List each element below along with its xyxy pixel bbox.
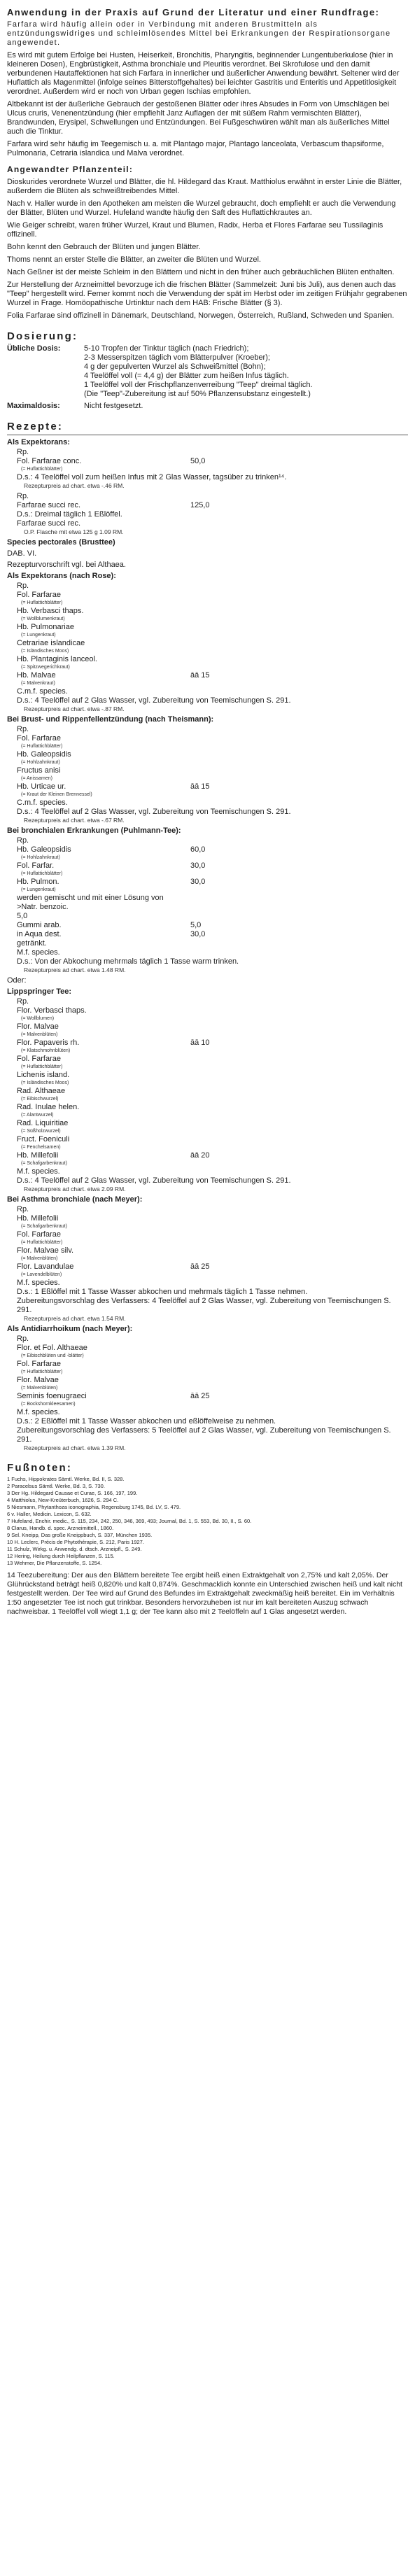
recipe-instruction: D.s.: 4 Teelöffel auf 2 Glas Wasser, vgl. Zubereitung von Teemischungen S. 291. (17, 808, 291, 816)
recipe (7, 582, 408, 713)
ingredient-amount (190, 1022, 408, 1032)
section-heading-anwendung: Anwendung in der Praxis auf Grund der Literatur und einer Rundfrage: (7, 7, 380, 17)
ingredient-synonym: (= Malvenblüten) (21, 1032, 58, 1037)
ingredient-name: Fol. Farfarae (17, 734, 61, 742)
recipe-rp: Rp. (17, 997, 29, 1006)
recipe (7, 725, 408, 824)
paragraph: Dioskurides verordnete Wurzel und Blätter, die hl. Hildegard das Kraut. Matthiolus erwähnt in erster Linie die Blätter, außerdem die Blüten als schweißtreibendes Mittel. (7, 178, 402, 195)
rezept-section-label: Lippspringer Tee: (7, 987, 72, 996)
ingredient-synonym: (= Huflattichblätter) (21, 744, 63, 749)
recipe-instruction: D.s.: Von der Abkochung mehrmals täglich 1 Tasse warm trinken. (17, 957, 239, 966)
ingredient-amount (190, 1055, 408, 1064)
ingredient-synonym: (= Klatschmohnblüten) (21, 1048, 71, 1053)
dosis-line: 4 Teelöffel voll (= 4,4 g) der Blätter zum heißen Infus täglich. (84, 372, 289, 380)
recipe-ingredient (17, 1022, 408, 1032)
ingredient-amount (190, 1071, 408, 1080)
ingredient-name: Fol. Farfarae (17, 1360, 61, 1368)
ingredient-name: Fol. Farfarae (17, 1055, 61, 1063)
recipe-ingredient (17, 1087, 408, 1096)
section-heading-fussnoten: Fußnoten: (7, 1462, 73, 1474)
recipe-rp: Rp. (17, 836, 29, 845)
recipe-rp: Rp. (17, 492, 29, 500)
recipe-ingredient (17, 1376, 408, 1385)
ingredient-amount (190, 1230, 408, 1239)
ingredient-name: Hb. Pulmonariae (17, 623, 74, 631)
ingredient-synonym: (= Schafgarbenkraut) (21, 1224, 67, 1229)
ingredient-synonym: (= Isländisches Moos) (21, 649, 69, 654)
recipe-instruction: getränkt. (17, 939, 47, 948)
ingredient-amount: āā 15 (190, 782, 210, 791)
ingredient-synonym: (= Huflattichblätter) (21, 1370, 63, 1374)
footnote: 8 Clarus, Handb. d. spec. Arzneimittell., 1860. (7, 1525, 114, 1531)
recipe (7, 448, 408, 490)
recipe-ingredient (17, 607, 408, 616)
footnote: 10 H. Leclerc, Précis de Phytothérapie, S. 212, Paris 1927. (7, 1539, 144, 1545)
ingredient-synonym: (= Wollblumenkraut) (21, 617, 65, 621)
ingredient-synonym: (= Hohlzahnkraut) (21, 760, 60, 765)
ingredient-synonym: (= Huflattichblätter) (21, 1064, 63, 1069)
recipe-ingredient (17, 1055, 408, 1064)
paragraph: Zur Herstellung der Arzneimittel bevorzuge ich die frischen Blätter (Sammelzeit: Juni bis Juli), aus denen auch das "Teep" hergestellt wird. Ferner kommt noch die Verwendung der spät im Herbst oder im zeitigen Frühjahr gegrabenen Wurzel in Frage. Homöopathische Urtinktur nach dem HAB: Frische Blätter (§ 3). (7, 281, 407, 307)
paragraph: Folia Farfarae sind offizinell in Dänemark, Deutschland, Norwegen, Österreich, Rußland, Schweden und Spanien. (7, 311, 395, 320)
recipe-ingredient (17, 1392, 408, 1401)
ingredient-name: Flor. Verbasci thaps. (17, 1006, 87, 1015)
footnote-list (7, 1476, 408, 1567)
ingredient-synonym: (= Wollblumen) (21, 1016, 55, 1021)
ingredient-synonym: (= Spitzwegerichkraut) (21, 665, 70, 670)
paragraph: Wie Geiger schreibt, waren früher Wurzel, Kraut und Blumen, Radix, Herba et Flores Farfarae seu Tussilaginis offizinell. (7, 221, 384, 239)
ingredient-name: Hb. Millefolii (17, 1151, 59, 1160)
rezept-note: Oder: (7, 976, 27, 985)
recipe-instruction: >Natr. benzoic. (17, 903, 69, 911)
recipe-ingredient (17, 623, 408, 632)
ingredient-name: Hb. Plantaginis lanceol. (17, 655, 97, 663)
ingredient-synonym: (= Lungenkraut) (21, 633, 56, 638)
ingredient-amount: āā 20 (190, 1151, 210, 1160)
paragraph: Bohn kennt den Gebrauch der Blüten und jungen Blätter. (7, 243, 201, 251)
ingredient-name: Fol. Farfarae conc. (17, 457, 82, 465)
ingredient-synonym: (= Bockshornkleesamen) (21, 1402, 76, 1407)
ingredient-name: Flor. Malvae (17, 1022, 59, 1031)
ingredient-name: Flor. Malvae (17, 1376, 59, 1384)
ingredient-name: Flor. Malvae silv. (17, 1246, 74, 1255)
ingredient-name: Cetrariae islandicae (17, 639, 85, 647)
ingredient-synonym: (= Malvenkraut) (21, 681, 55, 686)
recipe (7, 836, 408, 974)
recipe-ingredient (17, 591, 408, 600)
recipe-ingredient (17, 1151, 408, 1160)
dosis-label: Übliche Dosis: (7, 344, 61, 353)
ingredient-amount: 30,0 (190, 861, 206, 870)
ingredient-name: Lichenis island. (17, 1071, 70, 1079)
ingredient-amount (190, 623, 408, 632)
ingredient-amount (190, 1376, 408, 1385)
ingredient-amount (190, 1119, 408, 1128)
recipe-instruction: M.f. species. (17, 1408, 60, 1416)
recipe-rp: Rp. (17, 1335, 29, 1343)
dosis-line: 4 g der gepulverten Wurzel als Schweißmittel (Bohn); (84, 363, 266, 371)
ingredient-amount: 5,0 (190, 921, 202, 929)
recipe-instruction: D.s.: 4 Teelöffel voll zum heißen Infus mit 2 Glas Wasser, tagsüber zu trinken¹⁴. (17, 473, 287, 481)
recipe-instruction: werden gemischt und mit einer Lösung von (17, 894, 164, 902)
recipe-ingredient (17, 671, 408, 680)
recipe-rp: Rp. (17, 725, 29, 733)
ingredient-name: Rad. Inulae helen. (17, 1103, 80, 1111)
recipe-ingredient (17, 921, 408, 930)
ingredient-amount (190, 766, 408, 775)
ingredient-synonym: (= Eibischwurzel) (21, 1097, 59, 1102)
ingredient-amount (190, 1246, 408, 1255)
recipe-ingredient (17, 750, 408, 759)
rezept-note: DAB. VI. (7, 549, 37, 558)
footnote: 4 Matthiolus, New-Kreüterbuch, 1626, S. 294 C. (7, 1497, 119, 1503)
footnote: 7 Hufeland, Enchir. medic., S. 115, 234, 242, 250, 346, 369, 493; Journal, Bd. 1, S. 553, Bd. 30, II., S. 60. (7, 1518, 252, 1524)
dosis-values (84, 344, 408, 399)
rezept-section-label: Als Expektorans: (7, 438, 70, 446)
recipe-ingredient (17, 734, 408, 743)
recipe-ingredient (17, 1344, 408, 1353)
footnote: 11 Schulz, Wirkg. u. Anwendg. d. dtsch. Arzneipfl., S. 249. (7, 1546, 142, 1552)
ingredient-amount (190, 1344, 408, 1353)
dosis-line: 2-3 Messerspitzen täglich vom Blätterpulver (Kroeber); (84, 353, 270, 362)
ingredient-synonym: (= Anissamen) (21, 776, 52, 781)
rezept-note: Rezepturvorschrift vgl. bei Althaea. (7, 561, 126, 569)
recipe-ingredient (17, 1230, 408, 1239)
ingredient-name: Rad. Liquiritiae (17, 1119, 69, 1127)
recipe-ingredient (17, 501, 408, 510)
ingredient-name: Hb. Millefolii (17, 1214, 59, 1223)
recipe-price: Rezepturpreis ad chart. etwa -.46 RM. (24, 482, 125, 489)
recipe-instruction: Zubereitungsvorschlag des Verfassers: 5 Teelöffel auf 2 Glas Wasser, vgl. Zubereitung von Teemischungen S. 291. (17, 1426, 391, 1444)
recipe-rp: Rp. (17, 582, 29, 590)
ingredient-amount (190, 639, 408, 648)
recipe-ingredient (17, 845, 408, 854)
ingredient-synonym: (= Süßholzwurzel) (21, 1129, 61, 1134)
ingredient-name: Fol. Farfarae (17, 1230, 61, 1239)
ingredient-name: Fructus anisi (17, 766, 61, 775)
footnote: 9 Sel. Kneipp, Das große Kneippbuch, S. 337, München 1935. (7, 1532, 153, 1538)
recipe-instruction: C.m.f. species. (17, 798, 68, 807)
ingredient-name: Hb. Pulmon. (17, 878, 59, 886)
recipe-ingredient (17, 1039, 408, 1048)
recipe-ingredient (17, 782, 408, 791)
section-heading-rezepte: Rezepte: (7, 421, 64, 432)
ingredient-name: Rad. Althaeae (17, 1087, 66, 1095)
paragraph: Farfara wird sehr häufig im Teegemisch u. a. mit Plantago major, Plantago lanceolata, Verbascum thapsiforme, Pulmonaria, Cetraria islandica und Malva verordnet. (7, 140, 384, 157)
recipe-ingredient (17, 1262, 408, 1272)
recipe-ingredient (17, 1214, 408, 1223)
paragraph: Nach v. Haller wurde in den Apotheken am meisten die Wurzel gebraucht, doch empfiehlt er auch die Verwendung der Blätter, Blüten und Wurzel. Hufeland wandte häufig den Saft des Huflattichkrautes an. (7, 199, 396, 217)
ingredient-amount (190, 1006, 408, 1015)
rezept-section-label: Als Antidiarrhoikum (nach Meyer): (7, 1325, 133, 1333)
ingredient-amount: 60,0 (190, 845, 206, 854)
ingredient-name: Hb. Verbasci thaps. (17, 607, 84, 615)
recipe-rp: Rp. (17, 448, 29, 456)
recipe-instruction: D.s.: 1 Eßlöffel mit 1 Tasse Wasser abkochen und mehrmals täglich 1 Tasse nehmen. (17, 1288, 308, 1296)
ingredient-synonym: (= Alantwurzel) (21, 1113, 54, 1118)
recipe-price: Rezepturpreis ad chart. etwa -.87 RM. (24, 705, 125, 712)
section-pflanzenteil-paragraphs (7, 178, 408, 321)
paragraph: Thoms nennt an erster Stelle die Blätter, an zweiter die Blüten und Wurzel. (7, 255, 261, 264)
recipe (7, 997, 408, 1193)
ingredient-synonym: (= Hohlzahnkraut) (21, 855, 60, 860)
rezepte-list (7, 438, 408, 1452)
ingredient-amount: āā 25 (190, 1262, 210, 1271)
recipe-ingredient (17, 655, 408, 664)
recipe-price: O.P. Flasche mit etwa 125 g 1.09 RM. (24, 528, 124, 535)
ingredient-amount: āā 10 (190, 1039, 210, 1047)
ingredient-name: Flor. Lavandulae (17, 1262, 74, 1271)
recipe-instruction: M.f. species. (17, 1279, 60, 1287)
ingredient-amount: 30,0 (190, 930, 206, 938)
paragraph: Nach Geßner ist der meiste Schleim in den Blättern und nicht in den früher auch gebräuchlichen Blüten enthalten. (7, 268, 395, 276)
ingredient-synonym: (= Huflattichblätter) (21, 467, 63, 472)
ingredient-amount (190, 607, 408, 616)
ingredient-name: Flor. et Fol. Althaeae (17, 1344, 87, 1352)
recipe-instruction: 5,0 (17, 912, 28, 920)
recipe-ingredient (17, 1135, 408, 1144)
recipe-ingredient (17, 639, 408, 648)
maximaldosis-row (7, 402, 408, 411)
ingredient-synonym: (= Huflattichblätter) (21, 871, 63, 876)
footnote: 1 Fuchs, Hippokrates Sämtl. Werke, Bd. II, S. 328. (7, 1476, 125, 1482)
ingredient-amount: 125,0 (190, 501, 210, 509)
ingredient-synonym: (= Huflattichblätter) (21, 600, 63, 605)
ingredient-synonym: (= Malvenblüten) (21, 1386, 58, 1391)
footnote-14-teezubereitung: 14 Teezubereitung: Der aus den Blättern bereitete Tee ergibt heiß einen Extraktgehalt von 2,75% und kalt 2,05%. Der Glührückstand beträgt heiß 0,820% und kalt 0,874%. Geschmacklich konnte ein Unterschied zwischen heiß und kalt nicht festgestellt werden. Der Tee wird auf Grund des Befundes im Extraktgehalt zweckmäßig heiß bereitet. Ein im Verhältnis 1:50 angesetzter Tee ist noch gut trinkbar. Besonders hervorzuheben ist nur im kalt bereiteten Auszug schwach nachweisbar. 1 Teelöffel voll wiegt 1,1 g; der Tee kann also mit 2 Teelöffeln auf 1 Glas angesetzt werden. (7, 1571, 402, 1616)
recipe-instruction: M.f. species. (17, 1167, 60, 1176)
rezept-section-label: Bei Brust- und Rippenfellentzündung (nach Theismann): (7, 715, 214, 724)
recipe-instruction: D.s.: 2 Eßlöffel mit 1 Tasse Wasser abkochen und eßlöffelweise zu nehmen. (17, 1417, 276, 1426)
recipe-ingredient (17, 1103, 408, 1112)
section-heading-pflanzenteil: Angewandter Pflanzenteil: (7, 164, 134, 174)
footnote: 6 v. Haller, Medicin. Lexicon, S. 632. (7, 1511, 92, 1517)
ingredient-amount: āā 15 (190, 671, 210, 680)
ingredient-synonym: (= Lavendelblüten) (21, 1272, 62, 1277)
ingredient-amount (190, 591, 408, 600)
lead-paragraph: Farfara wird häufig allein oder in Verbindung mit anderen Brustmitteln als entzündungswidriges und schleimlösendes Mittel bei Erkrankungen der Respirationsorgane angewendet. (7, 20, 391, 47)
rezept-section-label: Bei Asthma bronchiale (nach Meyer): (7, 1195, 143, 1204)
recipe-ingredient (17, 1360, 408, 1369)
recipe-ingredient (17, 1006, 408, 1015)
ingredient-amount (190, 655, 408, 664)
recipe-ingredient (17, 766, 408, 775)
recipe-ingredient (17, 878, 408, 887)
ingredient-name: Seminis foenugraeci (17, 1392, 87, 1400)
ingredient-name: Hb. Urticae ur. (17, 782, 66, 791)
recipe-price: Rezepturpreis ad chart. etwa 2.09 RM. (24, 1185, 126, 1192)
ingredient-name: Fol. Farfarae (17, 591, 61, 599)
ingredient-name: Hb. Malvae (17, 671, 56, 680)
recipe-ingredient (17, 1119, 408, 1128)
recipe (7, 492, 408, 536)
ingredient-name: Gummi arab. (17, 921, 62, 929)
ingredient-synonym: (= Eibischblüten und -blätter) (21, 1353, 84, 1358)
dosis-row (7, 344, 408, 399)
paragraph: Altbekannt ist der äußerliche Gebrauch der gestoßenen Blätter oder ihres Absudes in Form von Umschlägen bei Ulcus cruris, Venenentzündung (hier empfiehlt Janz Auflagen der mit süßem Rahm vermischten Blätter), Brandwunden, Erysipel, Schwellungen und Entzündungen. Bei Fußgeschwüren wählt man als äußerliches Mittel auch die Tinktur. (7, 100, 390, 136)
ingredient-name: Farfarae succi rec. (17, 501, 81, 509)
recipe (7, 1205, 408, 1323)
rezept-section-label: Als Expektorans (nach Rose): (7, 572, 116, 580)
dosis-line: 1 Teelöffel voll der Frischpflanzenverreibung "Teep" dreimal täglich. (84, 381, 313, 389)
footnote: 5 Niesmann, Phytanthoza iconographia, Regensburg 1745, Bd. LV, S. 479. (7, 1504, 181, 1510)
recipe-ingredient (17, 1246, 408, 1255)
rezept-section-label: Bei bronchialen Erkrankungen (Puhlmann-Tee): (7, 826, 181, 835)
recipe-instruction: Zubereitungsvorschlag des Verfassers: 4 Teelöffel auf 2 Glas Wasser, vgl. Zubereitung von Teemischungen S. 291. (17, 1297, 391, 1314)
dosis-line: (Die "Teep"-Zubereitung ist auf 50% Pflanzensubstanz eingestellt.) (84, 390, 311, 398)
ingredient-amount (190, 1360, 408, 1369)
recipe-price: Rezepturpreis ad chart. etwa 1.54 RM. (24, 1315, 126, 1322)
recipe-ingredient (17, 457, 408, 466)
recipe-ingredient (17, 930, 408, 939)
section-heading-dosierung: Dosierung: (7, 330, 78, 342)
recipe-price: Rezepturpreis ad chart. etwa 1.48 RM. (24, 966, 126, 973)
recipe (7, 1335, 408, 1452)
ingredient-amount (190, 750, 408, 759)
rezept-section-label: Species pectorales (Brusttee) (7, 538, 115, 547)
ingredient-name: Hb. Galeopsidis (17, 750, 71, 759)
footnote: 12 Hering, Heilung durch Heilpflanzen, S. 115. (7, 1553, 115, 1559)
recipe-instruction: Farfarae succi rec. (17, 519, 81, 528)
recipe-instruction: D.s.: 4 Teelöffel auf 2 Glas Wasser, vgl. Zubereitung von Teemischungen S. 291. (17, 696, 291, 705)
ingredient-name: Flor. Papaveris rh. (17, 1039, 80, 1047)
ingredient-amount: āā 25 (190, 1392, 210, 1400)
ingredient-name: Hb. Galeopsidis (17, 845, 71, 854)
ingredient-synonym: (= Malvenblüten) (21, 1256, 58, 1261)
recipe-ingredient (17, 1071, 408, 1080)
ingredient-amount (190, 1103, 408, 1112)
ingredient-synonym: (= Fenchelsamen) (21, 1145, 61, 1150)
recipe-instruction: M.f. species. (17, 948, 60, 957)
ingredient-synonym: (= Lungenkraut) (21, 887, 56, 892)
ingredient-amount (190, 1214, 408, 1223)
ingredient-amount: 50,0 (190, 457, 206, 465)
ingredient-amount (190, 1087, 408, 1096)
recipe-instruction: D.s.: 4 Teelöffel auf 2 Glas Wasser, vgl. Zubereitung von Teemischungen S. 291. (17, 1176, 291, 1185)
section-anwendung-paragraphs (7, 51, 408, 158)
recipe-price: Rezepturpreis ad chart. etwa -.67 RM. (24, 817, 125, 824)
ingredient-amount: 30,0 (190, 878, 206, 886)
recipe-instruction: D.s.: Dreimal täglich 1 Eßlöffel. (17, 510, 122, 519)
ingredient-amount (190, 1135, 408, 1144)
footnote: 3 Der Hg. Hildegard Causae et Curae, S. 166, 197, 199. (7, 1490, 138, 1496)
footnote: 2 Paracelsus Sämtl. Werke, Bd. 3, S. 730. (7, 1483, 105, 1489)
footnote: 13 Wehmer, Die Pflanzenstoffe, S. 1254. (7, 1560, 102, 1566)
ingredient-amount (190, 734, 408, 743)
ingredient-synonym: (= Isländisches Moos) (21, 1081, 69, 1085)
maximaldosis-label: Maximaldosis: (7, 402, 60, 410)
ingredient-name: Fol. Farfar. (17, 861, 55, 870)
paragraph: Es wird mit gutem Erfolge bei Husten, Heiserkeit, Bronchitis, Pharyngitis, beginnender Lungentuberkulose (hier in kleineren Dosen), Engbrüstigkeit, Asthma bronchiale und Pleuritis verordnet. Bei Skrofulose und den damit verbundenen Hautaffektionen hat sich Farfara in innerlicher und äußerlicher Anwendung bewährt. Seltener wird der Huflattich als Magenmittel (infolge seines Bitterstoffgehaltes) bei leichter Gastritis und Enteritis und Appetitlosigkeit verordnet. Außerdem wird er noch von Urban gegen Ischias empfohlen. (7, 51, 400, 96)
ingredient-name: in Aqua dest. (17, 930, 62, 938)
recipe-price: Rezepturpreis ad chart. etwa 1.39 RM. (24, 1444, 126, 1451)
ingredient-synonym: (= Kraut der Kleinen Brennessel) (21, 792, 92, 797)
ingredient-synonym: (= Huflattichblätter) (21, 1240, 63, 1245)
recipe-ingredient (17, 861, 408, 871)
ingredient-name: Fruct. Foeniculi (17, 1135, 70, 1143)
ingredient-synonym: (= Schafgarbenkraut) (21, 1161, 67, 1166)
recipe-rp: Rp. (17, 1205, 29, 1213)
maximaldosis-value: Nicht festgesetzt. (84, 402, 143, 410)
recipe-instruction: C.m.f. species. (17, 687, 68, 696)
dosis-line: 5-10 Tropfen der Tinktur täglich (nach Friedrich); (84, 344, 249, 353)
